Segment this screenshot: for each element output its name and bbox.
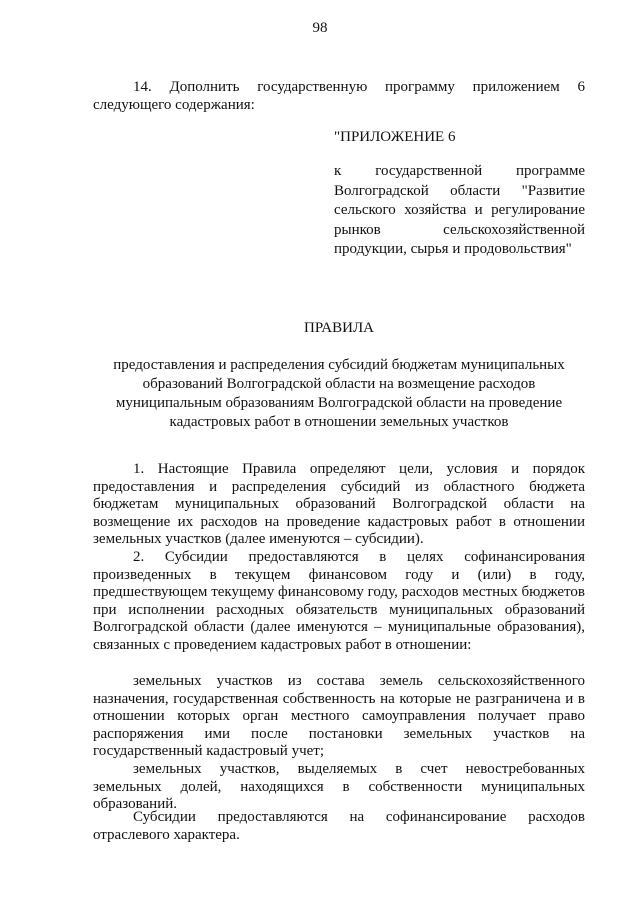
paragraph-1: 1. Настоящие Правила определяют цели, условия и порядок предоставления и распределения субсидий из областного бюджета бюджетам муниципальных образований Волгоградской области на возмещение их расходов на проведение кадастровых работ в отношении земельных участков (далее именуются – субсидии). <box>93 461 585 547</box>
rules-subtitle-line: муниципальным образованиям Волгоградской области на проведение <box>115 395 563 411</box>
appendix-title: "ПРИЛОЖЕНИЕ 6 <box>334 129 456 145</box>
appendix-caption: к государственной программе Волгоградской области "Развитие сельского хозяйства и регулирование рынков сельскохозяйственной продукции, сырья и продовольствия" <box>334 163 585 257</box>
paragraph-3: земельных участков из состава земель сельскохозяйственного назначения, государственная собственность на которые не разграничена и в отношении которых орган местного самоуправления получает право распоряжения ими после постановки земельных участков на государственный кадастровый учет; <box>93 673 585 759</box>
intro-line-2: следующего содержания: <box>93 97 255 113</box>
rules-subtitle <box>100 356 578 432</box>
paragraph-4: земельных участков, выделяемых в счет невостребованных земельных долей, находящихся в собственности муниципальных образований. <box>93 761 585 812</box>
intro-line-1: 14. Дополнить государственную программу приложением 6 <box>133 79 585 95</box>
rules-subtitle-line: кадастровых работ в отношении земельных участков <box>169 414 509 430</box>
page-number: 98 <box>312 20 328 36</box>
rules-title: ПРАВИЛА <box>304 320 374 336</box>
rules-subtitle-line: предоставления и распределения субсидий бюджетам муниципальных <box>113 357 565 373</box>
paragraph-5: Субсидии предоставляются на софинансирование расходов отраслевого характера. <box>93 809 585 843</box>
rules-subtitle-line: образований Волгоградской области на возмещение расходов <box>142 376 536 392</box>
paragraph-2: 2. Субсидии предоставляются в целях софинансирования произведенных в текущем финансовом году и (или) в году, предшествующем текущему финансовому году, расходов местных бюджетов при исполнении расходных обязательств муниципальных образований Волгоградской области (далее именуются – муниципальные образования), связанных с проведением кадастровых работ в отношении: <box>93 549 585 653</box>
